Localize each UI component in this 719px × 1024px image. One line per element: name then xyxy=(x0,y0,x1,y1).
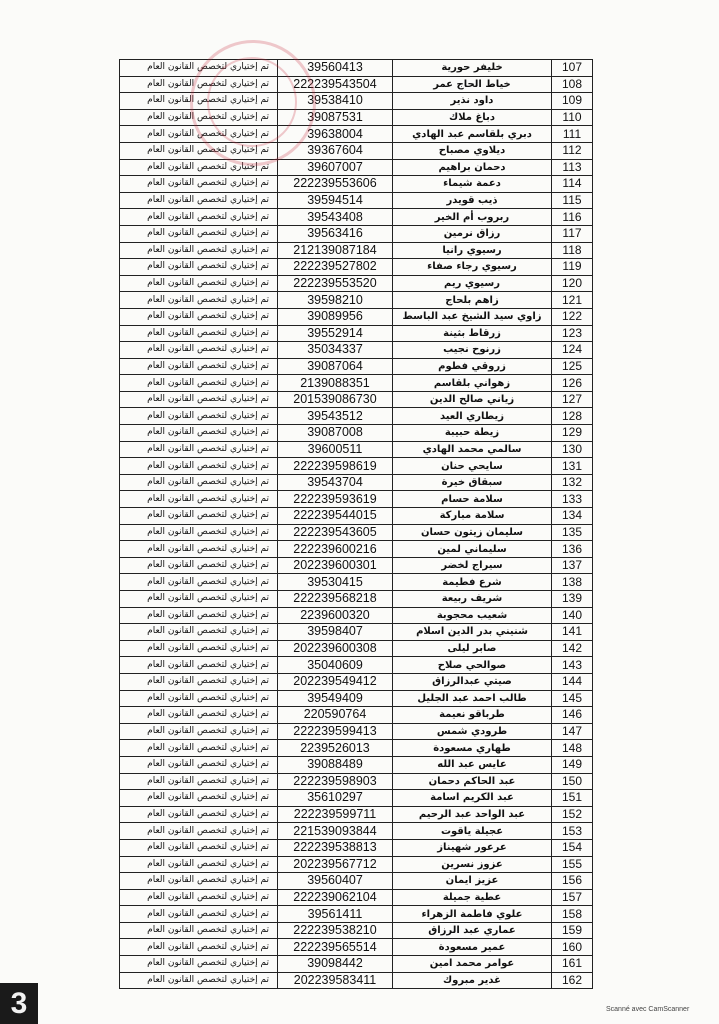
registration-number: 39560413 xyxy=(278,60,393,77)
status-cell: تم إختياري لتخصص القانون العام xyxy=(120,541,278,558)
row-number: 109 xyxy=(552,93,593,110)
registration-number: 222239062104 xyxy=(278,889,393,906)
registration-number: 222239599711 xyxy=(278,806,393,823)
status-cell: تم إختياري لتخصص القانون العام xyxy=(120,972,278,989)
status-cell: تم إختياري لتخصص القانون العام xyxy=(120,126,278,143)
table-row xyxy=(120,823,593,840)
status-cell: تم إختياري لتخصص القانون العام xyxy=(120,756,278,773)
row-number: 149 xyxy=(552,756,593,773)
status-cell: تم إختياري لتخصص القانون العام xyxy=(120,275,278,292)
table-row xyxy=(120,60,593,77)
status-cell: تم إختياري لتخصص القانون العام xyxy=(120,790,278,807)
status-cell: تم إختياري لتخصص القانون العام xyxy=(120,557,278,574)
registration-number: 39543704 xyxy=(278,474,393,491)
status-cell: تم إختياري لتخصص القانون العام xyxy=(120,707,278,724)
registration-number: 39543512 xyxy=(278,408,393,425)
student-name: غدير مبروك xyxy=(393,972,552,989)
status-cell: تم إختياري لتخصص القانون العام xyxy=(120,806,278,823)
table-row xyxy=(120,541,593,558)
student-name: صابر ليلى xyxy=(393,640,552,657)
table-row xyxy=(120,358,593,375)
student-name: زرقاط بثينة xyxy=(393,325,552,342)
registration-number: 220590764 xyxy=(278,707,393,724)
table-row xyxy=(120,342,593,359)
student-name: عبد الكريم اسامة xyxy=(393,790,552,807)
table-row xyxy=(120,740,593,757)
table-row xyxy=(120,408,593,425)
table-row xyxy=(120,723,593,740)
registration-number: 212139087184 xyxy=(278,242,393,259)
student-name: سيراج لخضر xyxy=(393,557,552,574)
status-cell: تم إختياري لتخصص القانون العام xyxy=(120,60,278,77)
row-number: 108 xyxy=(552,76,593,93)
row-number: 142 xyxy=(552,640,593,657)
table-row xyxy=(120,524,593,541)
row-number: 150 xyxy=(552,773,593,790)
registration-number: 39598407 xyxy=(278,624,393,641)
row-number: 123 xyxy=(552,325,593,342)
page-number-badge: 3 xyxy=(0,983,38,1024)
row-number: 122 xyxy=(552,308,593,325)
table-row xyxy=(120,375,593,392)
table-row xyxy=(120,624,593,641)
registration-number: 222239599413 xyxy=(278,723,393,740)
registration-number: 39530415 xyxy=(278,574,393,591)
status-cell: تم إختياري لتخصص القانون العام xyxy=(120,474,278,491)
row-number: 119 xyxy=(552,259,593,276)
student-name: زرنوح نجيب xyxy=(393,342,552,359)
student-name: ربروب أم الخير xyxy=(393,209,552,226)
registration-number: 2239600320 xyxy=(278,607,393,624)
table-row xyxy=(120,425,593,442)
status-cell: تم إختياري لتخصص القانون العام xyxy=(120,159,278,176)
student-name: شنيني بدر الدين اسلام xyxy=(393,624,552,641)
student-name: رسيوي ريم xyxy=(393,275,552,292)
row-number: 127 xyxy=(552,391,593,408)
student-name: شعيب محجوبة xyxy=(393,607,552,624)
status-cell: تم إختياري لتخصص القانون العام xyxy=(120,906,278,923)
student-name: زيطاري العيد xyxy=(393,408,552,425)
table-body xyxy=(120,60,593,989)
registration-number: 39607007 xyxy=(278,159,393,176)
registration-number: 39638004 xyxy=(278,126,393,143)
status-cell: تم إختياري لتخصص القانون العام xyxy=(120,358,278,375)
table-row xyxy=(120,557,593,574)
registration-number: 39560407 xyxy=(278,873,393,890)
registration-number: 222239538210 xyxy=(278,922,393,939)
status-cell: تم إختياري لتخصص القانون العام xyxy=(120,773,278,790)
student-name: سليماني لمين xyxy=(393,541,552,558)
results-table xyxy=(119,59,593,989)
row-number: 155 xyxy=(552,856,593,873)
student-name: خليفر حورية xyxy=(393,60,552,77)
row-number: 156 xyxy=(552,873,593,890)
status-cell: تم إختياري لتخصص القانون العام xyxy=(120,342,278,359)
student-name: عايس عبد الله xyxy=(393,756,552,773)
table-row xyxy=(120,657,593,674)
status-cell: تم إختياري لتخصص القانون العام xyxy=(120,109,278,126)
student-name: ديلاوي مصباح xyxy=(393,142,552,159)
registration-number: 39098442 xyxy=(278,956,393,973)
status-cell: تم إختياري لتخصص القانون العام xyxy=(120,458,278,475)
row-number: 120 xyxy=(552,275,593,292)
row-number: 140 xyxy=(552,607,593,624)
row-number: 138 xyxy=(552,574,593,591)
registration-number: 221539093844 xyxy=(278,823,393,840)
student-name: دبري بلقاسم عبد الهادي xyxy=(393,126,552,143)
row-number: 133 xyxy=(552,491,593,508)
student-name: طرباقو نعيمة xyxy=(393,707,552,724)
status-cell: تم إختياري لتخصص القانون العام xyxy=(120,491,278,508)
table-row xyxy=(120,93,593,110)
status-cell: تم إختياري لتخصص القانون العام xyxy=(120,259,278,276)
registration-number: 222239538813 xyxy=(278,839,393,856)
registration-number: 35610297 xyxy=(278,790,393,807)
row-number: 136 xyxy=(552,541,593,558)
table-row xyxy=(120,790,593,807)
row-number: 116 xyxy=(552,209,593,226)
registration-number: 202239600301 xyxy=(278,557,393,574)
table-row xyxy=(120,591,593,608)
table-row xyxy=(120,308,593,325)
row-number: 129 xyxy=(552,425,593,442)
student-name: صوالحي صلاح xyxy=(393,657,552,674)
student-name: عزوز نسرين xyxy=(393,856,552,873)
row-number: 115 xyxy=(552,192,593,209)
row-number: 126 xyxy=(552,375,593,392)
status-cell: تم إختياري لتخصص القانون العام xyxy=(120,76,278,93)
registration-number: 222239553520 xyxy=(278,275,393,292)
row-number: 125 xyxy=(552,358,593,375)
registration-number: 222239593619 xyxy=(278,491,393,508)
registration-number: 202239583411 xyxy=(278,972,393,989)
row-number: 121 xyxy=(552,292,593,309)
table-row xyxy=(120,773,593,790)
status-cell: تم إختياري لتخصص القانون العام xyxy=(120,325,278,342)
status-cell: تم إختياري لتخصص القانون العام xyxy=(120,93,278,110)
row-number: 132 xyxy=(552,474,593,491)
registration-number: 39594514 xyxy=(278,192,393,209)
student-name: عطية جميلة xyxy=(393,889,552,906)
registration-number: 39598210 xyxy=(278,292,393,309)
row-number: 139 xyxy=(552,591,593,608)
student-name: عوامر محمد امين xyxy=(393,956,552,973)
row-number: 141 xyxy=(552,624,593,641)
status-cell: تم إختياري لتخصص القانون العام xyxy=(120,607,278,624)
row-number: 114 xyxy=(552,176,593,193)
status-cell: تم إختياري لتخصص القانون العام xyxy=(120,142,278,159)
registration-number: 39600511 xyxy=(278,441,393,458)
table-row xyxy=(120,209,593,226)
row-number: 147 xyxy=(552,723,593,740)
registration-number: 222239598619 xyxy=(278,458,393,475)
student-name: شريف ربيعة xyxy=(393,591,552,608)
row-number: 107 xyxy=(552,60,593,77)
row-number: 143 xyxy=(552,657,593,674)
student-name: رزاق نرمين xyxy=(393,225,552,242)
student-name: رسيوي رجاء صفاء xyxy=(393,259,552,276)
registration-number: 222239565514 xyxy=(278,939,393,956)
table-row xyxy=(120,673,593,690)
row-number: 124 xyxy=(552,342,593,359)
status-cell: تم إختياري لتخصص القانون العام xyxy=(120,391,278,408)
row-number: 161 xyxy=(552,956,593,973)
status-cell: تم إختياري لتخصص القانون العام xyxy=(120,889,278,906)
scanner-credit: Scanné avec CamScanner xyxy=(606,1006,690,1013)
student-name: سالمي محمد الهادي xyxy=(393,441,552,458)
row-number: 113 xyxy=(552,159,593,176)
table-row xyxy=(120,922,593,939)
row-number: 112 xyxy=(552,142,593,159)
table-row xyxy=(120,176,593,193)
registration-number: 39087064 xyxy=(278,358,393,375)
table-row xyxy=(120,242,593,259)
row-number: 162 xyxy=(552,972,593,989)
registration-number: 222239527802 xyxy=(278,259,393,276)
registration-number: 39549409 xyxy=(278,690,393,707)
registration-number: 39087531 xyxy=(278,109,393,126)
registration-number: 222239598903 xyxy=(278,773,393,790)
row-number: 151 xyxy=(552,790,593,807)
registration-number: 39543408 xyxy=(278,209,393,226)
registration-number: 39561411 xyxy=(278,906,393,923)
student-name: طهاري مسعودة xyxy=(393,740,552,757)
status-cell: تم إختياري لتخصص القانون العام xyxy=(120,673,278,690)
row-number: 152 xyxy=(552,806,593,823)
status-cell: تم إختياري لتخصص القانون العام xyxy=(120,922,278,939)
table-row xyxy=(120,640,593,657)
student-name: عماري عبد الرزاق xyxy=(393,922,552,939)
status-cell: تم إختياري لتخصص القانون العام xyxy=(120,591,278,608)
table-row xyxy=(120,906,593,923)
row-number: 145 xyxy=(552,690,593,707)
table-row xyxy=(120,856,593,873)
row-number: 137 xyxy=(552,557,593,574)
status-cell: تم إختياري لتخصص القانون العام xyxy=(120,740,278,757)
row-number: 153 xyxy=(552,823,593,840)
table-row xyxy=(120,142,593,159)
table-row xyxy=(120,839,593,856)
registration-number: 222239568218 xyxy=(278,591,393,608)
row-number: 131 xyxy=(552,458,593,475)
status-cell: تم إختياري لتخصص القانون العام xyxy=(120,524,278,541)
status-cell: تم إختياري لتخصص القانون العام xyxy=(120,624,278,641)
student-name: زياني صالح الدين xyxy=(393,391,552,408)
status-cell: تم إختياري لتخصص القانون العام xyxy=(120,308,278,325)
status-cell: تم إختياري لتخصص القانون العام xyxy=(120,723,278,740)
registration-number: 39087008 xyxy=(278,425,393,442)
student-name: سليمان زيتون حسان xyxy=(393,524,552,541)
table-row xyxy=(120,441,593,458)
row-number: 144 xyxy=(552,673,593,690)
row-number: 159 xyxy=(552,922,593,939)
row-number: 160 xyxy=(552,939,593,956)
table-row xyxy=(120,707,593,724)
student-name: عزيز ايمان xyxy=(393,873,552,890)
student-name: سايحي حنان xyxy=(393,458,552,475)
student-name: طالب احمد عبد الجليل xyxy=(393,690,552,707)
row-number: 158 xyxy=(552,906,593,923)
table-row xyxy=(120,873,593,890)
table-row xyxy=(120,126,593,143)
student-name: عبد الحاكم دحمان xyxy=(393,773,552,790)
student-name: زهواني بلقاسم xyxy=(393,375,552,392)
registration-number: 2139088351 xyxy=(278,375,393,392)
table-row xyxy=(120,325,593,342)
table-row xyxy=(120,225,593,242)
status-cell: تم إختياري لتخصص القانون العام xyxy=(120,441,278,458)
status-cell: تم إختياري لتخصص القانون العام xyxy=(120,375,278,392)
row-number: 118 xyxy=(552,242,593,259)
status-cell: تم إختياري لتخصص القانون العام xyxy=(120,192,278,209)
status-cell: تم إختياري لتخصص القانون العام xyxy=(120,873,278,890)
status-cell: تم إختياري لتخصص القانون العام xyxy=(120,690,278,707)
registration-number: 202239549412 xyxy=(278,673,393,690)
table-row xyxy=(120,972,593,989)
student-name: دعمة شيماء xyxy=(393,176,552,193)
registration-number: 39552914 xyxy=(278,325,393,342)
table-row xyxy=(120,275,593,292)
student-name: دحمان براهيم xyxy=(393,159,552,176)
status-cell: تم إختياري لتخصص القانون العام xyxy=(120,640,278,657)
row-number: 134 xyxy=(552,508,593,525)
table-row xyxy=(120,259,593,276)
student-name: عرعور شهيناز xyxy=(393,839,552,856)
table-row xyxy=(120,474,593,491)
table-row xyxy=(120,690,593,707)
status-cell: تم إختياري لتخصص القانون العام xyxy=(120,225,278,242)
status-cell: تم إختياري لتخصص القانون العام xyxy=(120,956,278,973)
table-row xyxy=(120,192,593,209)
status-cell: تم إختياري لتخصص القانون العام xyxy=(120,209,278,226)
status-cell: تم إختياري لتخصص القانون العام xyxy=(120,292,278,309)
table-row xyxy=(120,109,593,126)
row-number: 117 xyxy=(552,225,593,242)
table-row xyxy=(120,956,593,973)
table-row xyxy=(120,491,593,508)
registration-number: 35034337 xyxy=(278,342,393,359)
table-row xyxy=(120,756,593,773)
table-row xyxy=(120,939,593,956)
student-name: زيطة حبيبة xyxy=(393,425,552,442)
student-name: زروقي فطوم xyxy=(393,358,552,375)
registration-number: 39089956 xyxy=(278,308,393,325)
student-name: سبقاق خيرة xyxy=(393,474,552,491)
status-cell: تم إختياري لتخصص القانون العام xyxy=(120,823,278,840)
registration-number: 222239544015 xyxy=(278,508,393,525)
row-number: 154 xyxy=(552,839,593,856)
table-row xyxy=(120,607,593,624)
row-number: 110 xyxy=(552,109,593,126)
student-name: عمير مسعودة xyxy=(393,939,552,956)
student-name: زاوي سيد الشيخ عبد الباسط xyxy=(393,308,552,325)
status-cell: تم إختياري لتخصص القانون العام xyxy=(120,574,278,591)
table-row xyxy=(120,508,593,525)
student-name: زاهم بلحاج xyxy=(393,292,552,309)
student-name: سلامة مباركة xyxy=(393,508,552,525)
student-name: شرع فطيمة xyxy=(393,574,552,591)
row-number: 128 xyxy=(552,408,593,425)
student-name: صيتي عبدالرزاق xyxy=(393,673,552,690)
status-cell: تم إختياري لتخصص القانون العام xyxy=(120,425,278,442)
student-name: عبد الواحد عبد الرحيم xyxy=(393,806,552,823)
status-cell: تم إختياري لتخصص القانون العام xyxy=(120,856,278,873)
table-row xyxy=(120,159,593,176)
student-name: سلامة حسام xyxy=(393,491,552,508)
status-cell: تم إختياري لتخصص القانون العام xyxy=(120,939,278,956)
table-row xyxy=(120,458,593,475)
status-cell: تم إختياري لتخصص القانون العام xyxy=(120,508,278,525)
row-number: 111 xyxy=(552,126,593,143)
registration-number: 39563416 xyxy=(278,225,393,242)
student-name: خياط الحاج عمر xyxy=(393,76,552,93)
status-cell: تم إختياري لتخصص القانون العام xyxy=(120,839,278,856)
registration-number: 35040609 xyxy=(278,657,393,674)
student-name: ذيب قويدر xyxy=(393,192,552,209)
registration-number: 39538410 xyxy=(278,93,393,110)
student-name: داود نذير xyxy=(393,93,552,110)
status-cell: تم إختياري لتخصص القانون العام xyxy=(120,408,278,425)
registration-number: 222239600216 xyxy=(278,541,393,558)
row-number: 135 xyxy=(552,524,593,541)
row-number: 148 xyxy=(552,740,593,757)
registration-number: 202239567712 xyxy=(278,856,393,873)
status-cell: تم إختياري لتخصص القانون العام xyxy=(120,657,278,674)
registration-number: 202239600308 xyxy=(278,640,393,657)
registration-number: 201539086730 xyxy=(278,391,393,408)
registration-number: 39367604 xyxy=(278,142,393,159)
status-cell: تم إختياري لتخصص القانون العام xyxy=(120,176,278,193)
row-number: 146 xyxy=(552,707,593,724)
table-row xyxy=(120,889,593,906)
registration-number: 39088489 xyxy=(278,756,393,773)
student-name: عجيلة ياقوت xyxy=(393,823,552,840)
registration-number: 222239543504 xyxy=(278,76,393,93)
table-row xyxy=(120,76,593,93)
table-row xyxy=(120,574,593,591)
table-row xyxy=(120,806,593,823)
student-name: علوي فاطمة الزهراء xyxy=(393,906,552,923)
registration-number: 222239543605 xyxy=(278,524,393,541)
student-name: رسيوي رانيا xyxy=(393,242,552,259)
registration-number: 222239553606 xyxy=(278,176,393,193)
status-cell: تم إختياري لتخصص القانون العام xyxy=(120,242,278,259)
table-row xyxy=(120,292,593,309)
row-number: 130 xyxy=(552,441,593,458)
student-name: طرودي شمس xyxy=(393,723,552,740)
table-row xyxy=(120,391,593,408)
registration-number: 2239526013 xyxy=(278,740,393,757)
student-name: دباغ ملاك xyxy=(393,109,552,126)
row-number: 157 xyxy=(552,889,593,906)
